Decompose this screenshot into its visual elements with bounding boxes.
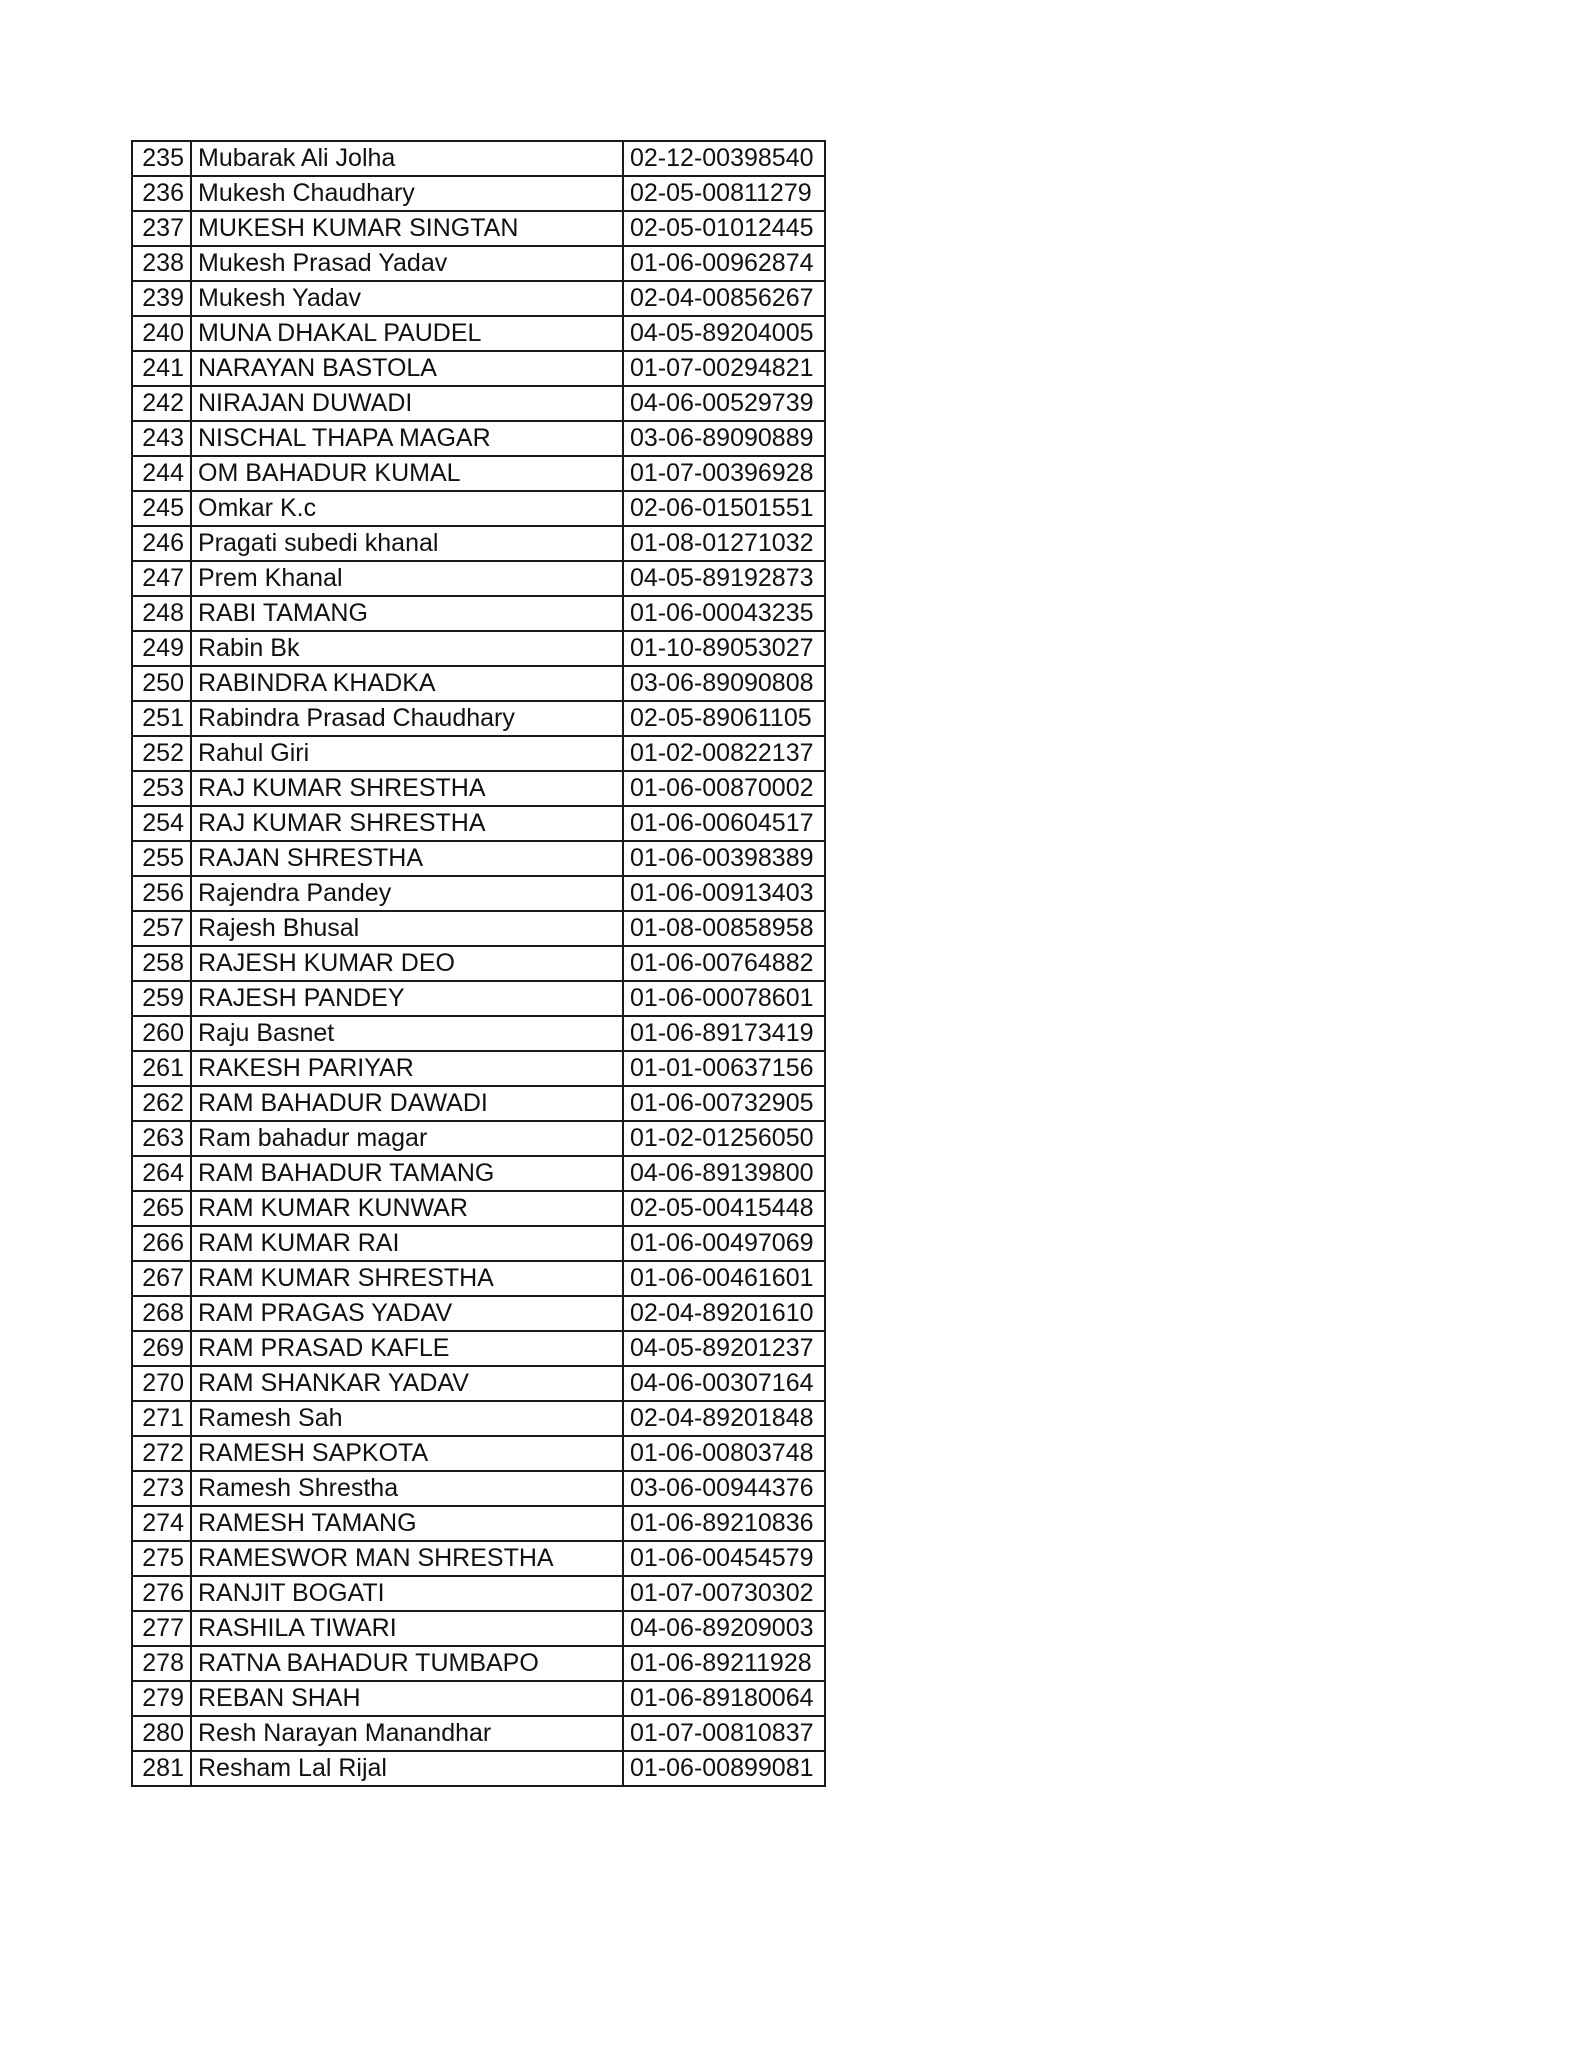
row-number-cell: 261 — [132, 1051, 191, 1086]
roster-sheet — [131, 140, 826, 1787]
id-number-cell: 01-06-00764882 — [623, 946, 825, 981]
row-number-cell: 263 — [132, 1121, 191, 1156]
id-number-cell: 01-06-89180064 — [623, 1681, 825, 1716]
table-row — [132, 1401, 825, 1436]
row-number-cell: 277 — [132, 1611, 191, 1646]
row-number-cell: 254 — [132, 806, 191, 841]
id-number-cell: 01-10-89053027 — [623, 631, 825, 666]
name-cell: RAMESH TAMANG — [191, 1506, 623, 1541]
name-cell: Ramesh Shrestha — [191, 1471, 623, 1506]
name-cell: RAMESH SAPKOTA — [191, 1436, 623, 1471]
id-number-cell: 01-01-00637156 — [623, 1051, 825, 1086]
id-number-cell: 02-05-00811279 — [623, 176, 825, 211]
row-number-cell: 279 — [132, 1681, 191, 1716]
id-number-cell: 01-06-00913403 — [623, 876, 825, 911]
id-number-cell: 01-06-00497069 — [623, 1226, 825, 1261]
table-row — [132, 701, 825, 736]
id-number-cell: 01-07-00396928 — [623, 456, 825, 491]
table-row — [132, 176, 825, 211]
name-cell: Mukesh Prasad Yadav — [191, 246, 623, 281]
table-row — [132, 981, 825, 1016]
name-cell: Mukesh Chaudhary — [191, 176, 623, 211]
id-number-cell: 02-12-00398540 — [623, 141, 825, 176]
table-row — [132, 141, 825, 176]
row-number-cell: 272 — [132, 1436, 191, 1471]
table-row — [132, 1121, 825, 1156]
row-number-cell: 269 — [132, 1331, 191, 1366]
id-number-cell: 02-05-01012445 — [623, 211, 825, 246]
table-row — [132, 1681, 825, 1716]
name-cell: RAM SHANKAR YADAV — [191, 1366, 623, 1401]
table-row — [132, 806, 825, 841]
name-cell: RAJAN SHRESTHA — [191, 841, 623, 876]
row-number-cell: 252 — [132, 736, 191, 771]
name-cell: RAM KUMAR KUNWAR — [191, 1191, 623, 1226]
name-cell: RAJESH PANDEY — [191, 981, 623, 1016]
table-row — [132, 666, 825, 701]
id-number-cell: 04-06-00529739 — [623, 386, 825, 421]
id-number-cell: 01-06-89211928 — [623, 1646, 825, 1681]
id-number-cell: 01-07-00294821 — [623, 351, 825, 386]
id-number-cell: 04-06-00307164 — [623, 1366, 825, 1401]
name-cell: RATNA BAHADUR TUMBAPO — [191, 1646, 623, 1681]
row-number-cell: 280 — [132, 1716, 191, 1751]
name-cell: Raju Basnet — [191, 1016, 623, 1051]
row-number-cell: 268 — [132, 1296, 191, 1331]
table-row — [132, 911, 825, 946]
table-row — [132, 351, 825, 386]
row-number-cell: 238 — [132, 246, 191, 281]
id-number-cell: 01-06-00962874 — [623, 246, 825, 281]
table-row — [132, 526, 825, 561]
name-cell: Ramesh Sah — [191, 1401, 623, 1436]
name-cell: Omkar K.c — [191, 491, 623, 526]
row-number-cell: 247 — [132, 561, 191, 596]
table-row — [132, 561, 825, 596]
table-row — [132, 1296, 825, 1331]
id-number-cell: 04-05-89204005 — [623, 316, 825, 351]
table-row — [132, 1191, 825, 1226]
id-number-cell: 01-08-01271032 — [623, 526, 825, 561]
id-number-cell: 01-06-00870002 — [623, 771, 825, 806]
table-row — [132, 246, 825, 281]
name-cell: RASHILA TIWARI — [191, 1611, 623, 1646]
name-cell: RAM PRAGAS YADAV — [191, 1296, 623, 1331]
id-number-cell: 03-06-89090808 — [623, 666, 825, 701]
id-number-cell: 01-06-00732905 — [623, 1086, 825, 1121]
id-number-cell: 03-06-89090889 — [623, 421, 825, 456]
name-cell: REBAN SHAH — [191, 1681, 623, 1716]
table-row — [132, 1576, 825, 1611]
row-number-cell: 251 — [132, 701, 191, 736]
table-row — [132, 1506, 825, 1541]
row-number-cell: 278 — [132, 1646, 191, 1681]
row-number-cell: 273 — [132, 1471, 191, 1506]
name-cell: MUNA DHAKAL PAUDEL — [191, 316, 623, 351]
id-number-cell: 03-06-00944376 — [623, 1471, 825, 1506]
roster-table — [131, 140, 826, 1787]
table-row — [132, 1331, 825, 1366]
table-row — [132, 1261, 825, 1296]
id-number-cell: 02-04-89201848 — [623, 1401, 825, 1436]
name-cell: Pragati subedi khanal — [191, 526, 623, 561]
row-number-cell: 253 — [132, 771, 191, 806]
row-number-cell: 256 — [132, 876, 191, 911]
id-number-cell: 01-06-00078601 — [623, 981, 825, 1016]
name-cell: MUKESH KUMAR SINGTAN — [191, 211, 623, 246]
row-number-cell: 239 — [132, 281, 191, 316]
row-number-cell: 275 — [132, 1541, 191, 1576]
name-cell: RAM BAHADUR DAWADI — [191, 1086, 623, 1121]
name-cell: NIRAJAN DUWADI — [191, 386, 623, 421]
name-cell: Rahul Giri — [191, 736, 623, 771]
row-number-cell: 281 — [132, 1751, 191, 1786]
table-row — [132, 771, 825, 806]
table-row — [132, 1156, 825, 1191]
id-number-cell: 01-07-00810837 — [623, 1716, 825, 1751]
id-number-cell: 01-07-00730302 — [623, 1576, 825, 1611]
name-cell: RAM BAHADUR TAMANG — [191, 1156, 623, 1191]
name-cell: RAMESWOR MAN SHRESTHA — [191, 1541, 623, 1576]
id-number-cell: 01-06-00803748 — [623, 1436, 825, 1471]
table-row — [132, 456, 825, 491]
row-number-cell: 249 — [132, 631, 191, 666]
name-cell: RABI TAMANG — [191, 596, 623, 631]
name-cell: Mukesh Yadav — [191, 281, 623, 316]
table-row — [132, 946, 825, 981]
table-row — [132, 1086, 825, 1121]
name-cell: RAJ KUMAR SHRESTHA — [191, 771, 623, 806]
row-number-cell: 257 — [132, 911, 191, 946]
id-number-cell: 02-05-00415448 — [623, 1191, 825, 1226]
row-number-cell: 265 — [132, 1191, 191, 1226]
id-number-cell: 01-06-00604517 — [623, 806, 825, 841]
id-number-cell: 01-06-00398389 — [623, 841, 825, 876]
table-row — [132, 1366, 825, 1401]
row-number-cell: 271 — [132, 1401, 191, 1436]
name-cell: NARAYAN BASTOLA — [191, 351, 623, 386]
row-number-cell: 266 — [132, 1226, 191, 1261]
table-row — [132, 1471, 825, 1506]
row-number-cell: 262 — [132, 1086, 191, 1121]
id-number-cell: 02-05-89061105 — [623, 701, 825, 736]
name-cell: RAJESH KUMAR DEO — [191, 946, 623, 981]
id-number-cell: 01-06-00454579 — [623, 1541, 825, 1576]
name-cell: OM BAHADUR KUMAL — [191, 456, 623, 491]
table-row — [132, 631, 825, 666]
roster-table-body — [132, 141, 825, 1786]
name-cell: NISCHAL THAPA MAGAR — [191, 421, 623, 456]
table-row — [132, 1716, 825, 1751]
id-number-cell: 01-02-01256050 — [623, 1121, 825, 1156]
table-row — [132, 1016, 825, 1051]
id-number-cell: 01-06-00461601 — [623, 1261, 825, 1296]
name-cell: Mubarak Ali Jolha — [191, 141, 623, 176]
row-number-cell: 240 — [132, 316, 191, 351]
row-number-cell: 267 — [132, 1261, 191, 1296]
row-number-cell: 264 — [132, 1156, 191, 1191]
table-row — [132, 316, 825, 351]
table-row — [132, 281, 825, 316]
row-number-cell: 270 — [132, 1366, 191, 1401]
id-number-cell: 04-06-89209003 — [623, 1611, 825, 1646]
name-cell: Rajesh Bhusal — [191, 911, 623, 946]
table-row — [132, 386, 825, 421]
table-row — [132, 1051, 825, 1086]
table-row — [132, 841, 825, 876]
name-cell: Rajendra Pandey — [191, 876, 623, 911]
row-number-cell: 241 — [132, 351, 191, 386]
id-number-cell: 01-06-89173419 — [623, 1016, 825, 1051]
row-number-cell: 237 — [132, 211, 191, 246]
id-number-cell: 02-04-00856267 — [623, 281, 825, 316]
name-cell: Ram bahadur magar — [191, 1121, 623, 1156]
row-number-cell: 243 — [132, 421, 191, 456]
name-cell: Rabindra Prasad Chaudhary — [191, 701, 623, 736]
name-cell: RANJIT BOGATI — [191, 1576, 623, 1611]
table-row — [132, 1646, 825, 1681]
row-number-cell: 248 — [132, 596, 191, 631]
row-number-cell: 258 — [132, 946, 191, 981]
id-number-cell: 01-06-00899081 — [623, 1751, 825, 1786]
table-row — [132, 736, 825, 771]
id-number-cell: 02-04-89201610 — [623, 1296, 825, 1331]
id-number-cell: 04-05-89201237 — [623, 1331, 825, 1366]
table-row — [132, 876, 825, 911]
row-number-cell: 260 — [132, 1016, 191, 1051]
table-row — [132, 1751, 825, 1786]
table-row — [132, 596, 825, 631]
row-number-cell: 259 — [132, 981, 191, 1016]
id-number-cell: 01-02-00822137 — [623, 736, 825, 771]
row-number-cell: 235 — [132, 141, 191, 176]
table-row — [132, 1436, 825, 1471]
row-number-cell: 274 — [132, 1506, 191, 1541]
name-cell: RAM KUMAR SHRESTHA — [191, 1261, 623, 1296]
row-number-cell: 246 — [132, 526, 191, 561]
name-cell: Prem Khanal — [191, 561, 623, 596]
id-number-cell: 01-06-00043235 — [623, 596, 825, 631]
row-number-cell: 255 — [132, 841, 191, 876]
name-cell: RAM PRASAD KAFLE — [191, 1331, 623, 1366]
table-row — [132, 491, 825, 526]
name-cell: RAM KUMAR RAI — [191, 1226, 623, 1261]
name-cell: RABINDRA KHADKA — [191, 666, 623, 701]
row-number-cell: 276 — [132, 1576, 191, 1611]
name-cell: Resham Lal Rijal — [191, 1751, 623, 1786]
table-row — [132, 1541, 825, 1576]
table-row — [132, 211, 825, 246]
name-cell: RAJ KUMAR SHRESTHA — [191, 806, 623, 841]
row-number-cell: 236 — [132, 176, 191, 211]
id-number-cell: 02-06-01501551 — [623, 491, 825, 526]
id-number-cell: 01-06-89210836 — [623, 1506, 825, 1541]
row-number-cell: 244 — [132, 456, 191, 491]
name-cell: Resh Narayan Manandhar — [191, 1716, 623, 1751]
table-row — [132, 1226, 825, 1261]
name-cell: RAKESH PARIYAR — [191, 1051, 623, 1086]
table-row — [132, 421, 825, 456]
row-number-cell: 250 — [132, 666, 191, 701]
id-number-cell: 01-08-00858958 — [623, 911, 825, 946]
name-cell: Rabin Bk — [191, 631, 623, 666]
row-number-cell: 245 — [132, 491, 191, 526]
row-number-cell: 242 — [132, 386, 191, 421]
id-number-cell: 04-05-89192873 — [623, 561, 825, 596]
table-row — [132, 1611, 825, 1646]
id-number-cell: 04-06-89139800 — [623, 1156, 825, 1191]
